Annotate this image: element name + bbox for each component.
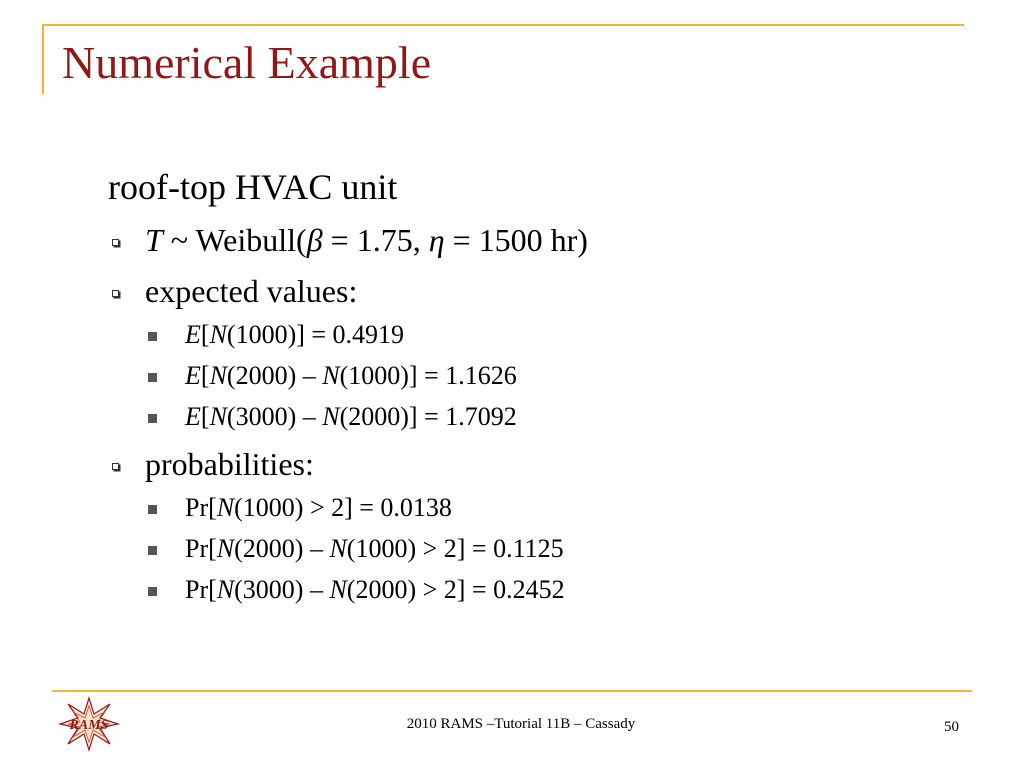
hollow-square-bullet-icon	[112, 463, 119, 470]
bullet-expected: expected values:	[145, 273, 357, 310]
left-rule	[42, 24, 44, 94]
hollow-square-bullet-icon	[112, 239, 119, 246]
page-number: 50	[944, 719, 959, 735]
slide-title: Numerical Example	[62, 37, 432, 88]
square-bullet-icon	[148, 505, 157, 514]
heading: roof-top HVAC unit	[108, 167, 398, 207]
eta-symbol: η	[428, 222, 445, 258]
hollow-square-bullet-icon	[112, 290, 119, 297]
expected-item-2: E[N(2000) – N(1000)] = 1.1626	[185, 361, 517, 391]
footer-text: 2010 RAMS –Tutorial 11B – Cassady	[406, 716, 636, 732]
bullet-probabilities: probabilities:	[145, 446, 314, 483]
expected-item-3: E[N(3000) – N(2000)] = 1.7092	[185, 402, 517, 432]
square-bullet-icon	[148, 546, 157, 555]
square-bullet-icon	[148, 332, 157, 341]
square-bullet-icon	[148, 587, 157, 596]
footer-rule	[52, 690, 972, 692]
beta-symbol: β	[306, 222, 323, 258]
prob-item-2: Pr[N(2000) – N(1000) > 2] = 0.1125	[185, 534, 564, 564]
var-t: T	[145, 222, 163, 258]
square-bullet-icon	[148, 414, 157, 423]
expected-item-1: E[N(1000)] = 0.4919	[185, 320, 404, 350]
prob-item-1: Pr[N(1000) > 2] = 0.0138	[185, 493, 452, 523]
top-rule	[42, 24, 964, 26]
bullet-distribution: T ~ Weibull(β = 1.75, η = 1500 hr)	[145, 222, 588, 259]
square-bullet-icon	[148, 373, 157, 382]
prob-item-3: Pr[N(3000) – N(2000) > 2] = 0.2452	[185, 575, 565, 605]
svg-text:RAMS: RAMS	[69, 718, 109, 733]
